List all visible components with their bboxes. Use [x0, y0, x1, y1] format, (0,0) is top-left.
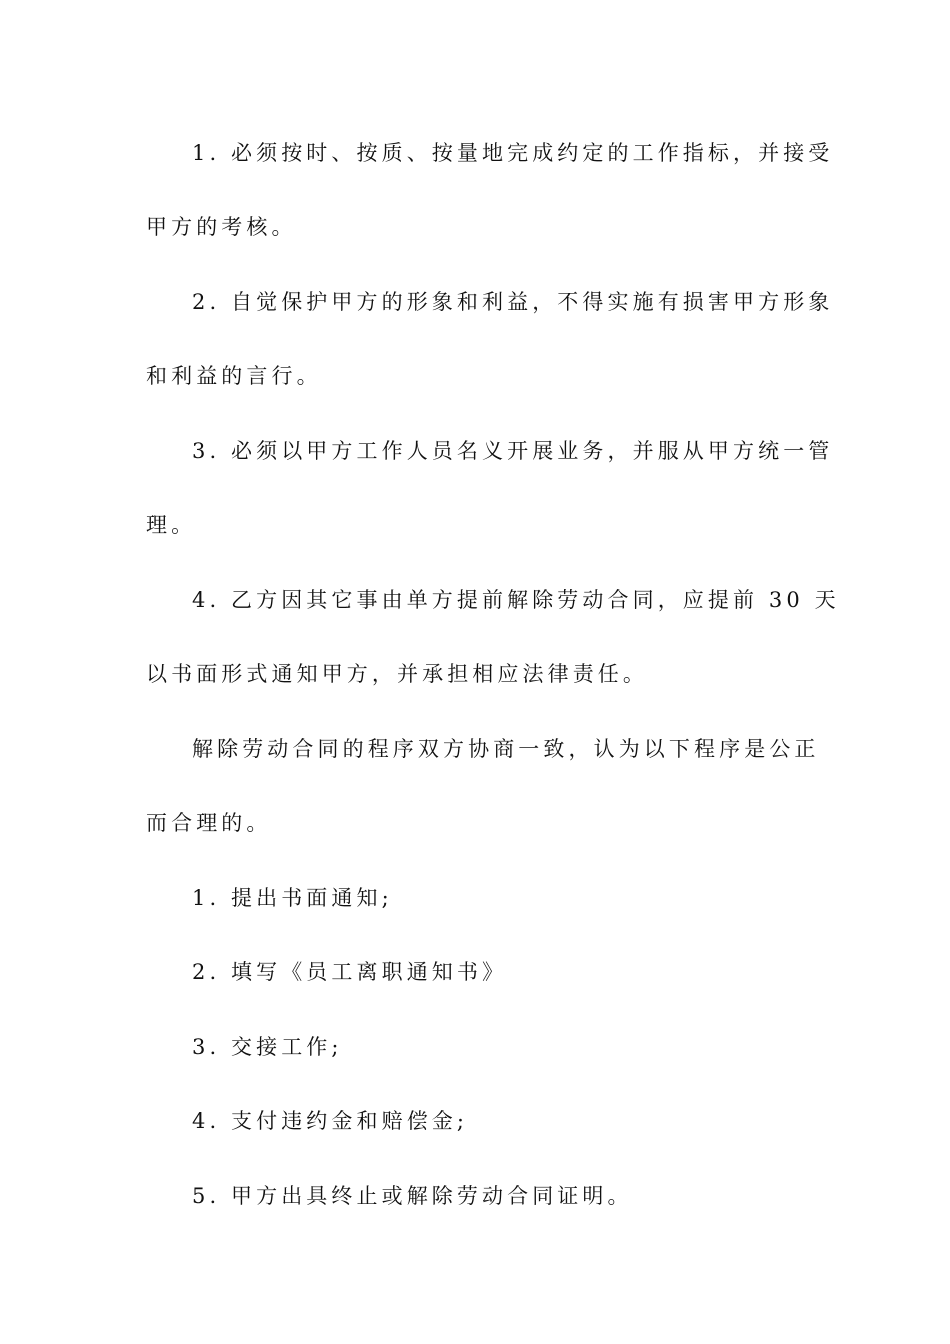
paragraph-2-line-1: 2. 自觉保护甲方的形象和利益，不得实施有损害甲方形象 [192, 290, 834, 314]
paragraph-1-line-1: 1. 必须按时、按质、按量地完成约定的工作指标，并接受 [192, 141, 834, 165]
step-5: 5. 甲方出具终止或解除劳动合同证明。 [192, 1184, 633, 1208]
paragraph-5-line-1: 解除劳动合同的程序双方协商一致，认为以下程序是公正 [192, 737, 820, 761]
step-3: 3. 交接工作; [192, 1035, 343, 1059]
paragraph-5-line-2: 而合理的。 [146, 811, 272, 835]
step-2: 2. 填写《员工离职通知书》 [192, 960, 508, 984]
step-1: 1. 提出书面通知; [192, 886, 393, 910]
paragraph-4-line-1: 4. 乙方因其它事由单方提前解除劳动合同，应提前 30 天 [192, 588, 840, 612]
paragraph-3-line-2: 理。 [146, 513, 197, 537]
paragraph-1-line-2: 甲方的考核。 [146, 215, 297, 239]
paragraph-4-line-2: 以书面形式通知甲方，并承担相应法律责任。 [146, 662, 648, 686]
step-4: 4. 支付违约金和赔偿金; [192, 1109, 469, 1133]
paragraph-3-line-1: 3. 必须以甲方工作人员名义开展业务，并服从甲方统一管 [192, 439, 834, 463]
paragraph-2-line-2: 和利益的言行。 [146, 364, 322, 388]
